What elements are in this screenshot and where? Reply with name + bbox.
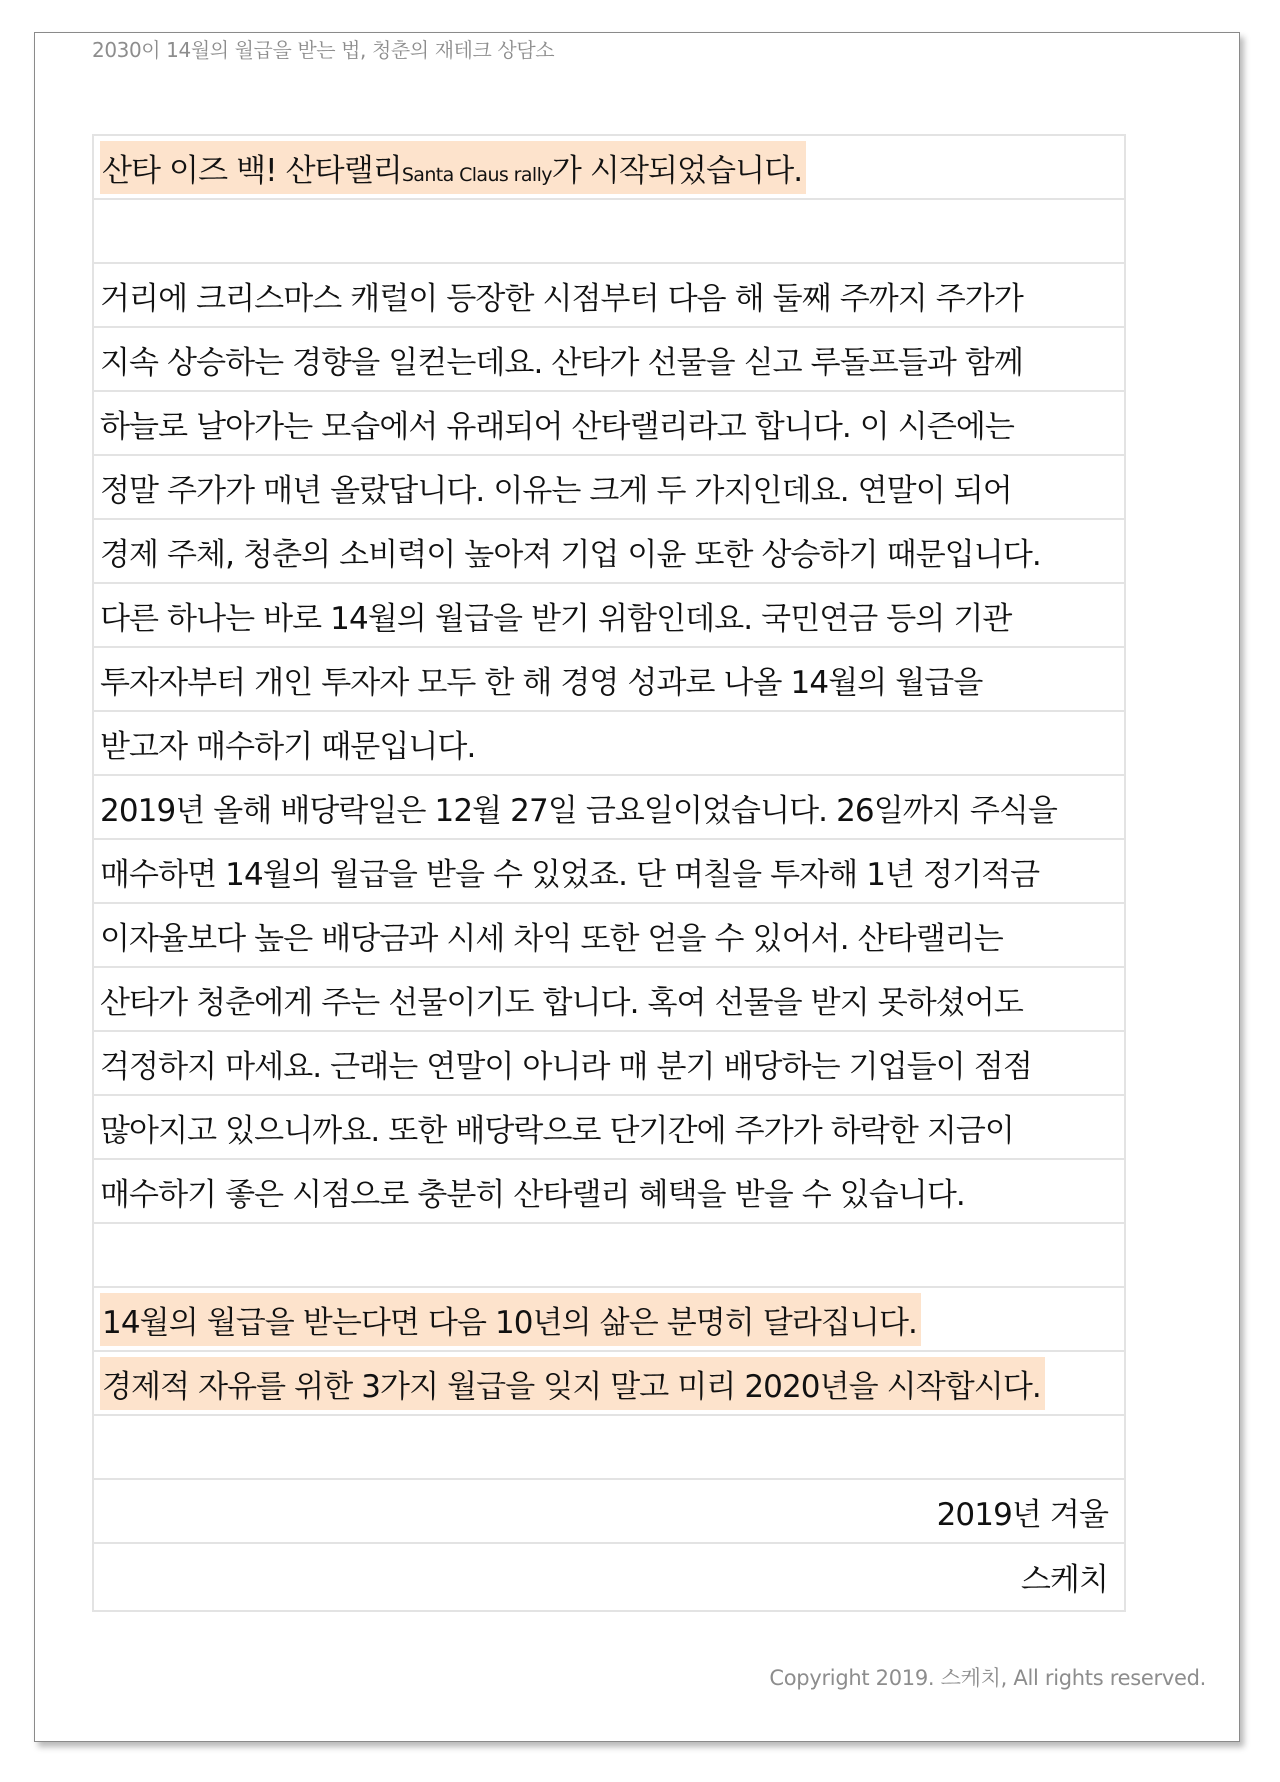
text-line-17: 매수하기 좋은 시점으로 충분히 산타랠리 혜택을 받을 수 있습니다. (94, 1160, 1124, 1224)
text-line-9: 투자자부터 개인 투자자 모두 한 해 경영 성과로 나올 14월의 월급을 (94, 648, 1124, 712)
text-line-10: 받고자 매수하기 때문입니다. (94, 712, 1124, 776)
text-line-11: 2019년 올해 배당락일은 12월 27일 금요일이었습니다. 26일까지 주식을 (94, 776, 1124, 840)
text-line-2 (94, 200, 1124, 264)
signature-date: 2019년 겨울 (94, 1480, 1124, 1544)
text-line-1 (94, 136, 1124, 200)
text-line-3: 거리에 크리스마스 캐럴이 등장한 시점부터 다음 해 둘째 주까지 주가가 (94, 264, 1124, 328)
signature-author: 스케치 (1020, 1561, 1108, 1598)
text-line-19 (94, 1288, 1124, 1352)
text-line-14: 산타가 청춘에게 주는 선물이기도 합니다. 혹여 선물을 받지 못하셨어도 (94, 968, 1124, 1032)
text-line-20 (94, 1352, 1124, 1416)
text-line-18 (94, 1224, 1124, 1288)
text-line-8: 다른 하나는 바로 14월의 월급을 받기 위함인데요. 국민연금 등의 기관 (94, 584, 1124, 648)
highlighted-title (100, 141, 806, 194)
text-line-7: 경제 주체, 청춘의 소비력이 높아져 기업 이윤 또한 상승하기 때문입니다. (94, 520, 1124, 584)
title-english-term: Santa Claus rally (401, 163, 552, 186)
text-line-4: 지속 상승하는 경향을 일컫는데요. 산타가 선물을 싣고 루돌프들과 함께 (94, 328, 1124, 392)
title-text: 산타 이즈 백! 산타랠리 (102, 152, 402, 189)
title-text-end: 가 시작되었습니다. (551, 152, 803, 189)
text-line-13: 이자율보다 높은 배당금과 시세 차익 또한 얻을 수 있어서. 산타랠리는 (94, 904, 1124, 968)
highlighted-conclusion-1: 14월의 월급을 받는다면 다음 10년의 삶은 분명히 달라집니다. (100, 1293, 921, 1346)
text-line-16: 많아지고 있으니까요. 또한 배당락으로 단기간에 주가가 하락한 지금이 (94, 1096, 1124, 1160)
text-line-6: 정말 주가가 매년 올랐답니다. 이유는 크게 두 가지인데요. 연말이 되어 (94, 456, 1124, 520)
text-line-5: 하늘로 날아가는 모습에서 유래되어 산타랠리라고 합니다. 이 시즌에는 (94, 392, 1124, 456)
ruled-text-body (92, 134, 1126, 1612)
running-header: 2030이 14월의 월급을 받는 법, 청춘의 재테크 상담소 (92, 38, 555, 62)
text-line-15: 걱정하지 마세요. 근래는 연말이 아니라 매 분기 배당하는 기업들이 점점 (94, 1032, 1124, 1096)
text-line-12: 매수하면 14월의 월급을 받을 수 있었죠. 단 며칠을 투자해 1년 정기적금 (94, 840, 1124, 904)
copyright-notice: Copyright 2019. 스케치, All rights reserved. (769, 1666, 1206, 1690)
highlighted-conclusion-2: 경제적 자유를 위한 3가지 월급을 잊지 말고 미리 2020년을 시작합시다. (100, 1357, 1045, 1410)
text-line-21 (94, 1416, 1124, 1480)
